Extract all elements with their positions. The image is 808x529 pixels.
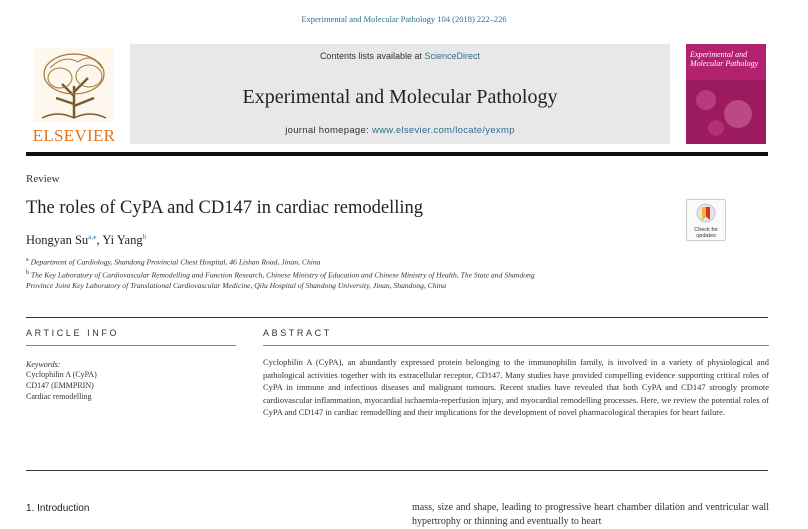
elsevier-tree-icon [34,48,114,122]
section-rule-top [26,317,768,318]
affiliation-text: Department of Cardiology, Shandong Provincial Chest Hospital, 46 Lishan Road, Jinan, China [30,257,321,267]
homepage-line [130,125,670,136]
affiliation-b-continued [26,281,446,291]
affiliation-a [26,255,320,268]
introduction-heading: 1. Introduction [26,503,90,514]
abstract-rule [263,345,769,346]
journal-title[interactable]: Experimental and Molecular Pathology [242,86,558,108]
check-for-updates-button[interactable] [686,199,726,241]
author-superscript[interactable]: a,⁎ [88,233,97,241]
abstract-heading: ABSTRACT [263,328,332,338]
article-info-heading: ARTICLE INFO [26,328,120,338]
cover-title: Experimental and Molecular Pathology [690,50,759,68]
keyword-item: Cyclophilin A (CyPA) [26,370,97,379]
affiliation-b [26,268,535,281]
contents-prefix: Contents lists available at [319,51,422,61]
author-name[interactable]: Yi Yang [102,233,143,248]
contents-line [130,51,670,61]
author-list [26,233,146,248]
journal-cover[interactable] [686,44,766,144]
article-info-rule [26,345,236,346]
sciencedirect-link[interactable]: ScienceDirect [424,51,481,61]
header-rule [26,152,768,156]
bookmark-update-icon [696,203,716,225]
abstract-text: Cyclophilin A (CyPA), an abundantly expressed protein belonging to the immunophilin family, is involved in a variety of physiological and pathological activities together with its extracellular receptor, CD147. Many studies have provided compelling evidence supporting critical roles of CyPA in immune and infectious diseases and malignant tumours. Recent studies have revealed that both CyPA and CD147 strongly promote cardiovascular inflammation, myocardial ischaemia-reperfusion injury, and myocardial remodelling processes. Here, we review the potential roles of CyPA and CD147 in cardiac remodelling and their implications for the development of novel pharmacological therapies for heart failure. [263,357,769,417]
homepage-label: journal homepage: [285,125,370,136]
author-superscript[interactable]: b [142,233,147,241]
affiliation-text: Province Joint Key Laboratory of Translational Cardiovascular Medicine, Qilu Hospital of Shandong University, Jinan, Shandong, China [26,281,447,290]
elsevier-wordmark: ELSEVIER [32,126,116,145]
journal-reference[interactable]: Experimental and Molecular Pathology 104 (2018) 222–226 [301,14,507,24]
keywords-label: Keywords: [26,360,61,369]
keyword-item: Cardiac remodelling [26,392,92,401]
elsevier-logo[interactable] [26,44,122,144]
keyword-item: CD147 (EMMPRIN) [26,381,94,390]
affiliation-text: The Key Laboratory of Cardiovascular Remodelling and Function Research, Chinese Ministry of Education and Chinese Ministry of Health, The State and Shandong [30,270,535,280]
homepage-link[interactable]: www.elsevier.com/locate/yexmp [371,125,515,136]
affiliation-mark: a [26,257,29,263]
article-type: Review [26,173,60,185]
affiliation-mark: b [26,270,29,276]
check-for-updates-label: Check for updates [694,227,718,239]
section-rule-bottom [26,470,768,471]
article-title: The roles of CyPA and CD147 in cardiac remodelling [26,198,423,218]
cover-pattern-icon [686,80,766,144]
introduction-text: mass, size and shape, leading to progressive heart chamber dilation and ventricular wall hypertrophy or thinning and eventually to heart [412,502,769,527]
author-separator: , [96,233,103,248]
author-name[interactable]: Hongyan Su [26,233,89,248]
